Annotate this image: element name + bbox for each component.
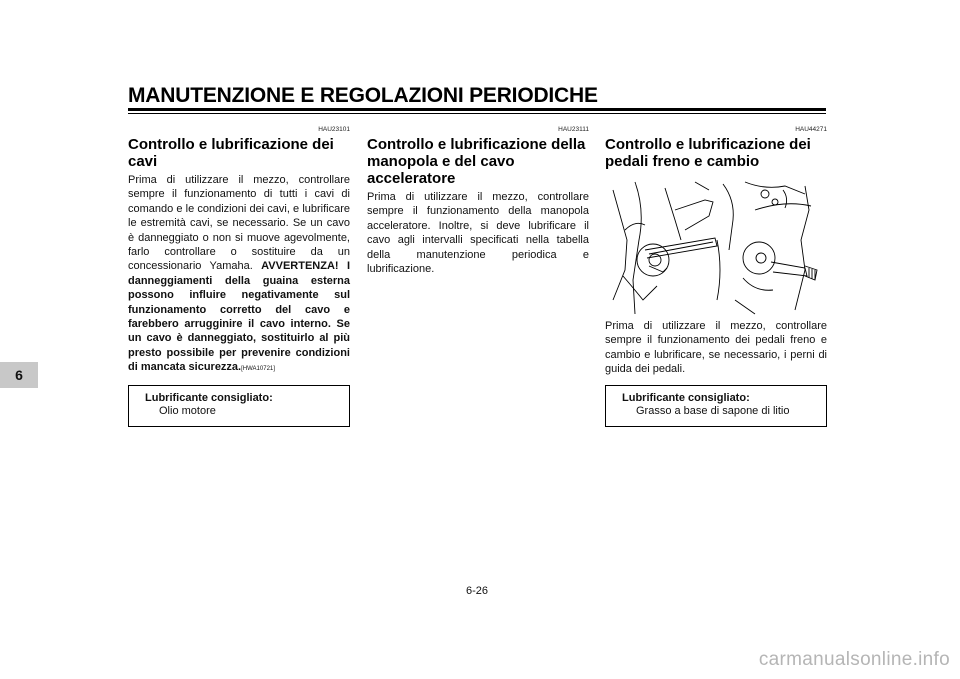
lubricant-box: [605, 385, 827, 427]
pedal-drawing: [605, 180, 827, 316]
section-body: Prima di utilizzare il mezzo, controllare sempre il funzionamento della manopola acceleratore. Inoltre, si deve lubrificare il cavo agli intervalli specificati nella tabella della manutenzione periodica e lubrificazione.: [367, 191, 589, 276]
page-title: MANUTENZIONE E REGOLAZIONI PERIODICHE: [128, 84, 598, 107]
lubricant-box: [128, 385, 350, 427]
section-cables: [128, 126, 350, 427]
section-throttle: [367, 126, 589, 276]
title-rule-thin: [128, 113, 826, 114]
page-number: 6-26: [466, 585, 489, 597]
section-body: Prima di utilizzare il mezzo, controllare sempre il funzionamento dei pedali freno e cambio e lubrificare, se necessario, i perni di guida dei pedali.: [605, 320, 827, 376]
section-code: HAU23111: [558, 126, 589, 133]
section-body: [128, 173, 350, 377]
lubricant-title: Lubrificante consigliato:: [622, 391, 750, 404]
section-heading: Controllo e lubrificazione dei pedali freno e cambio: [605, 136, 811, 170]
section-pedals: [605, 126, 827, 427]
pedal-illustration: [605, 180, 827, 316]
section-heading: Controllo e lubrificazione dei cavi: [128, 136, 334, 170]
warning-code: [HWA10721]: [241, 366, 275, 373]
lubricant-title: Lubrificante consigliato:: [145, 391, 273, 404]
warning-text: AVVERTENZA! I danneggiamenti della guaina esterna possono influire negativamente sul funzionamento corretto del cavo e farebbero arrugginire il cavo interno. Se un cavo è danneggiato, sostituirlo al più presto possibile per prevenire condizioni di mancata sicurezza.: [128, 260, 350, 374]
section-heading: Controllo e lubrificazione della manopola e del cavo acceleratore: [367, 136, 586, 187]
section-code: HAU44271: [795, 126, 827, 133]
body-text: Prima di utilizzare il mezzo, controllare sempre il funzionamento di tutti i cavi di comando e le condizioni dei cavi, e lubrificare le estremità cavi, se necessario. Se un cavo è danneggiato o non si muove agevolmente, farlo controllare o sostituire da un concessionario Yamaha.: [128, 174, 350, 273]
lubricant-value: Olio motore: [159, 404, 216, 417]
section-code: HAU23101: [318, 126, 350, 133]
watermark: carmanualsonline.info: [758, 649, 950, 670]
title-rule: [128, 108, 826, 111]
lubricant-value: Grasso a base di sapone di litio: [636, 404, 790, 417]
chapter-tab: 6: [0, 362, 38, 388]
